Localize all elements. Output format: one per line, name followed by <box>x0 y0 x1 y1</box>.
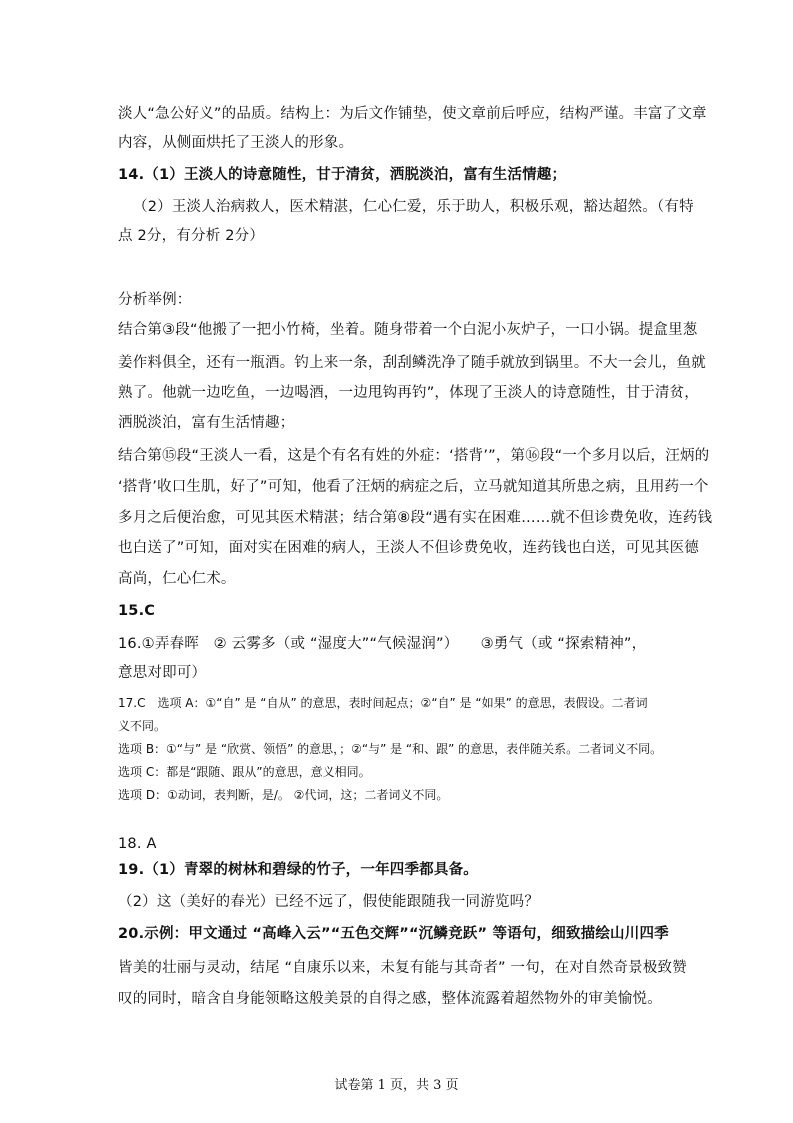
option-b-explanation: 选项 B：①“与” 是 “欣赏、领悟” 的意思，；②“与” 是 “和、跟” 的意思，表伴随关系。二者词义不同。 <box>118 742 663 756</box>
text-line: 结合第⑮段“王淡人一看，这是个有名有姓的外症：‘搭背’”，第⑯段“一个多月以后，汪炳的 <box>118 448 710 464</box>
text-line: 义不同。 <box>118 719 167 733</box>
text-line: ‘搭背’收口生肌，好了”可知，他看了汪炳的病症之后，立马就知道其所患之病，且用药一个 <box>118 479 709 495</box>
text-line: 叹的同时，暗含自身能领略这般美景的自得之感，整体流露着超然物外的审美愉悦。 <box>118 991 662 1007</box>
text-line: 点 2分，有分析 2分） <box>118 228 265 244</box>
answer-19-part-1: 19.（1）青翠的树林和碧绿的竹子，一年四季都具备。 <box>118 862 478 878</box>
text-line: 洒脱淡泊，富有生活情趣； <box>118 415 295 431</box>
answer-14-part-1: 14.（1）王淡人的诗意随性，甘于清贫，洒脱淡泊，富有生活情趣； <box>118 167 567 183</box>
text-line: 也白送了”可知，面对实在困难的病人，王淡人不但诊费免收，连药钱也白送，可见其医德 <box>118 540 700 556</box>
text-line: 内容，从侧面烘托了王淡人的形象。 <box>118 135 354 151</box>
answer-18: 18. A <box>118 836 157 852</box>
answer-19-part-2: （2）这（美好的春光）已经不远了，假使能跟随我一同游览吗？ <box>118 894 540 910</box>
option-c-explanation: 选项 C：都是“跟随、跟从”的意思，意义相同。 <box>118 765 371 779</box>
answer-17: 17.C 选项 A：①“自” 是 “自从” 的意思，表时间起点；②“自” 是 “如果” 的意思，表假设。二者词 <box>118 696 648 710</box>
text-line: 多月之后便治愈，可见其医术精湛；结合第⑧段“遇有实在困难……就不但诊费免收，连药钱 <box>118 510 713 526</box>
text-line: 高尚，仁心仁术。 <box>118 571 236 587</box>
page-footer: 试卷第 1 页，共 3 页 <box>334 1078 459 1093</box>
text-line: 熟了。他就一边吃鱼，一边喝酒，一边甩钩再钓”，体现了王淡人的诗意随性，甘于清贫， <box>118 385 700 401</box>
analysis-heading: 分析举例： <box>118 292 192 308</box>
answer-15: 15.C <box>118 603 156 619</box>
option-d-explanation: 选项 D：①动词，表判断，是/。 ②代词，这；二者词义不同。 <box>118 788 449 802</box>
answer-20: 20.示例：甲文通过 “高峰入云”“五色交辉”“沉鳞竞跃” 等语句，细致描绘山川四季 <box>118 926 669 942</box>
answer-16: 16.①弄春晖 ② 云雾多（或 “湿度大”“气候湿润”） ③勇气（或 “探索精神”， <box>118 636 647 652</box>
text-line: 姜作料俱全，还有一瓶酒。钓上来一条，刮刮鳞洗净了随手就放到锅里。不大一会儿，鱼就 <box>118 355 706 371</box>
text-line: 淡人“急公好义”的品质。结构上：为后文作铺垫，使文章前后呼应，结构严谨。丰富了文章 <box>118 106 707 122</box>
text-line: 结合第③段“他搬了一把小竹椅，坐着。随身带着一个白泥小灰炉子，一口小锅。提盒里葱 <box>118 322 698 338</box>
answer-14-part-2: （2）王淡人治病救人，医术精湛，仁心仁爱，乐于助人，积极乐观，豁达超然。（有特 <box>133 199 694 215</box>
text-line: 意思对即可） <box>118 665 207 681</box>
text-line: 皆美的壮丽与灵动，结尾 “自康乐以来，未复有能与其奇者” 一句，在对自然奇景极致赞 <box>118 960 687 976</box>
